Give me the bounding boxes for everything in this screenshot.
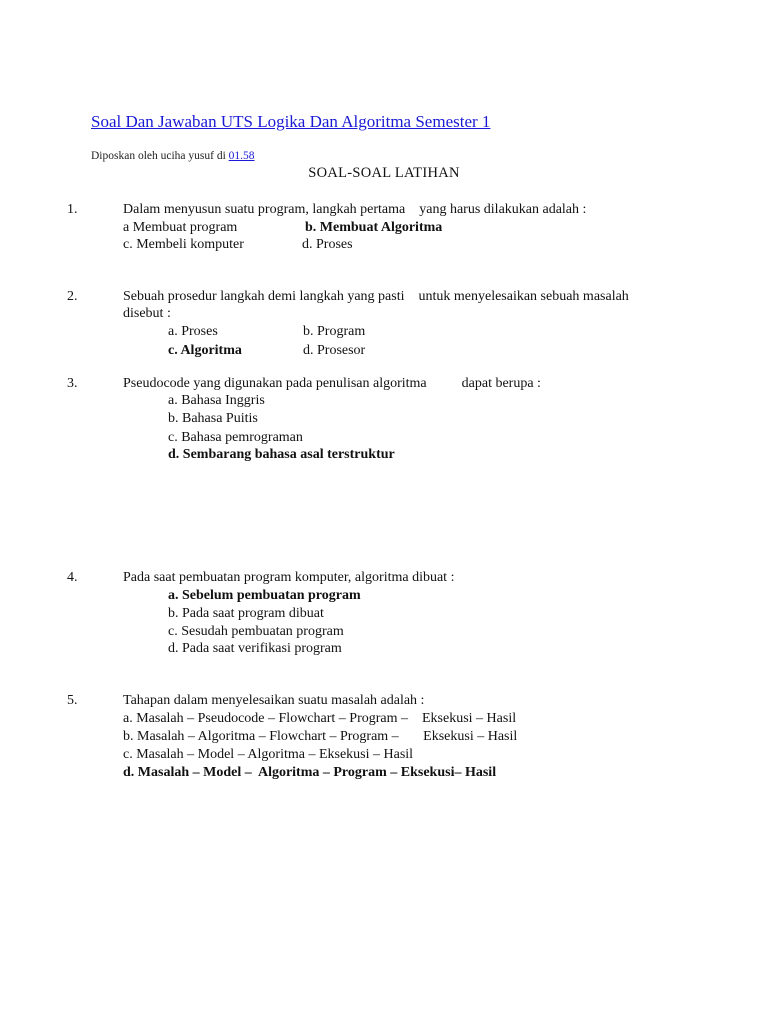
question-5-option-a: a. Masalah – Pseudocode – Flowchart – Program – Eksekusi – Hasil [123, 711, 517, 726]
question-1-option-c: c. Membeli komputer [123, 237, 244, 252]
question-3-option-d-answer: d. Sembarang bahasa asal terstruktur [168, 447, 395, 462]
question-2-option-b: b. Program [303, 324, 366, 339]
posted-by-line [91, 150, 255, 162]
question-1-option-b-answer: b. Membuat Algoritma [305, 220, 443, 235]
question-2-text-line-1: Sebuah prosedur langkah demi langkah yang pasti untuk menyelesaikan sebuah masalah [123, 289, 629, 304]
post-title-link[interactable]: Soal Dan Jawaban UTS Logika Dan Algoritma Semester 1 [91, 112, 491, 131]
question-2-text-line-2: disebut : [123, 306, 171, 321]
posted-by-text: Diposkan oleh uciha yusuf di [91, 150, 229, 162]
question-2-number: 2. [67, 289, 78, 304]
question-4-text: Pada saat pembuatan program komputer, algoritma dibuat : [123, 570, 455, 585]
question-3-number: 3. [67, 376, 78, 391]
question-5-option-d-answer: d. Masalah – Model – Algoritma – Program – Eksekusi– Hasil [123, 765, 497, 780]
question-1-number: 1. [67, 202, 78, 217]
question-5-text: Tahapan dalam menyelesaikan suatu masalah adalah : [123, 693, 425, 708]
question-4-option-a-answer: a. Sebelum pembuatan program [168, 588, 361, 603]
question-3-option-b: b. Bahasa Puitis [168, 411, 258, 426]
question-2-option-a: a. Proses [168, 324, 218, 339]
question-3-option-a: a. Bahasa Inggris [168, 393, 265, 408]
post-time-link[interactable]: 01.58 [228, 150, 255, 162]
question-4-number: 4. [67, 570, 78, 585]
question-3-text: Pseudocode yang digunakan pada penulisan algoritma dapat berupa : [123, 376, 541, 391]
question-4-option-d: d. Pada saat verifikasi program [168, 641, 342, 656]
section-heading: SOAL-SOAL LATIHAN [308, 165, 460, 181]
question-1-option-d: d. Proses [302, 237, 353, 252]
question-1-text: Dalam menyusun suatu program, langkah pertama yang harus dilakukan adalah : [123, 202, 587, 217]
question-2-option-c-answer: c. Algoritma [168, 343, 242, 358]
question-4-option-b: b. Pada saat program dibuat [168, 606, 324, 621]
question-4-option-c: c. Sesudah pembuatan program [168, 624, 344, 639]
question-3-option-c: c. Bahasa pemrograman [168, 430, 303, 445]
question-1-option-a: a Membuat program [123, 220, 238, 235]
question-5-number: 5. [67, 693, 78, 708]
question-5-option-b: b. Masalah – Algoritma – Flowchart – Program – Eksekusi – Hasil [123, 729, 518, 744]
question-5-option-c: c. Masalah – Model – Algoritma – Eksekusi – Hasil [123, 747, 414, 762]
question-2-option-d: d. Prosesor [303, 343, 366, 358]
